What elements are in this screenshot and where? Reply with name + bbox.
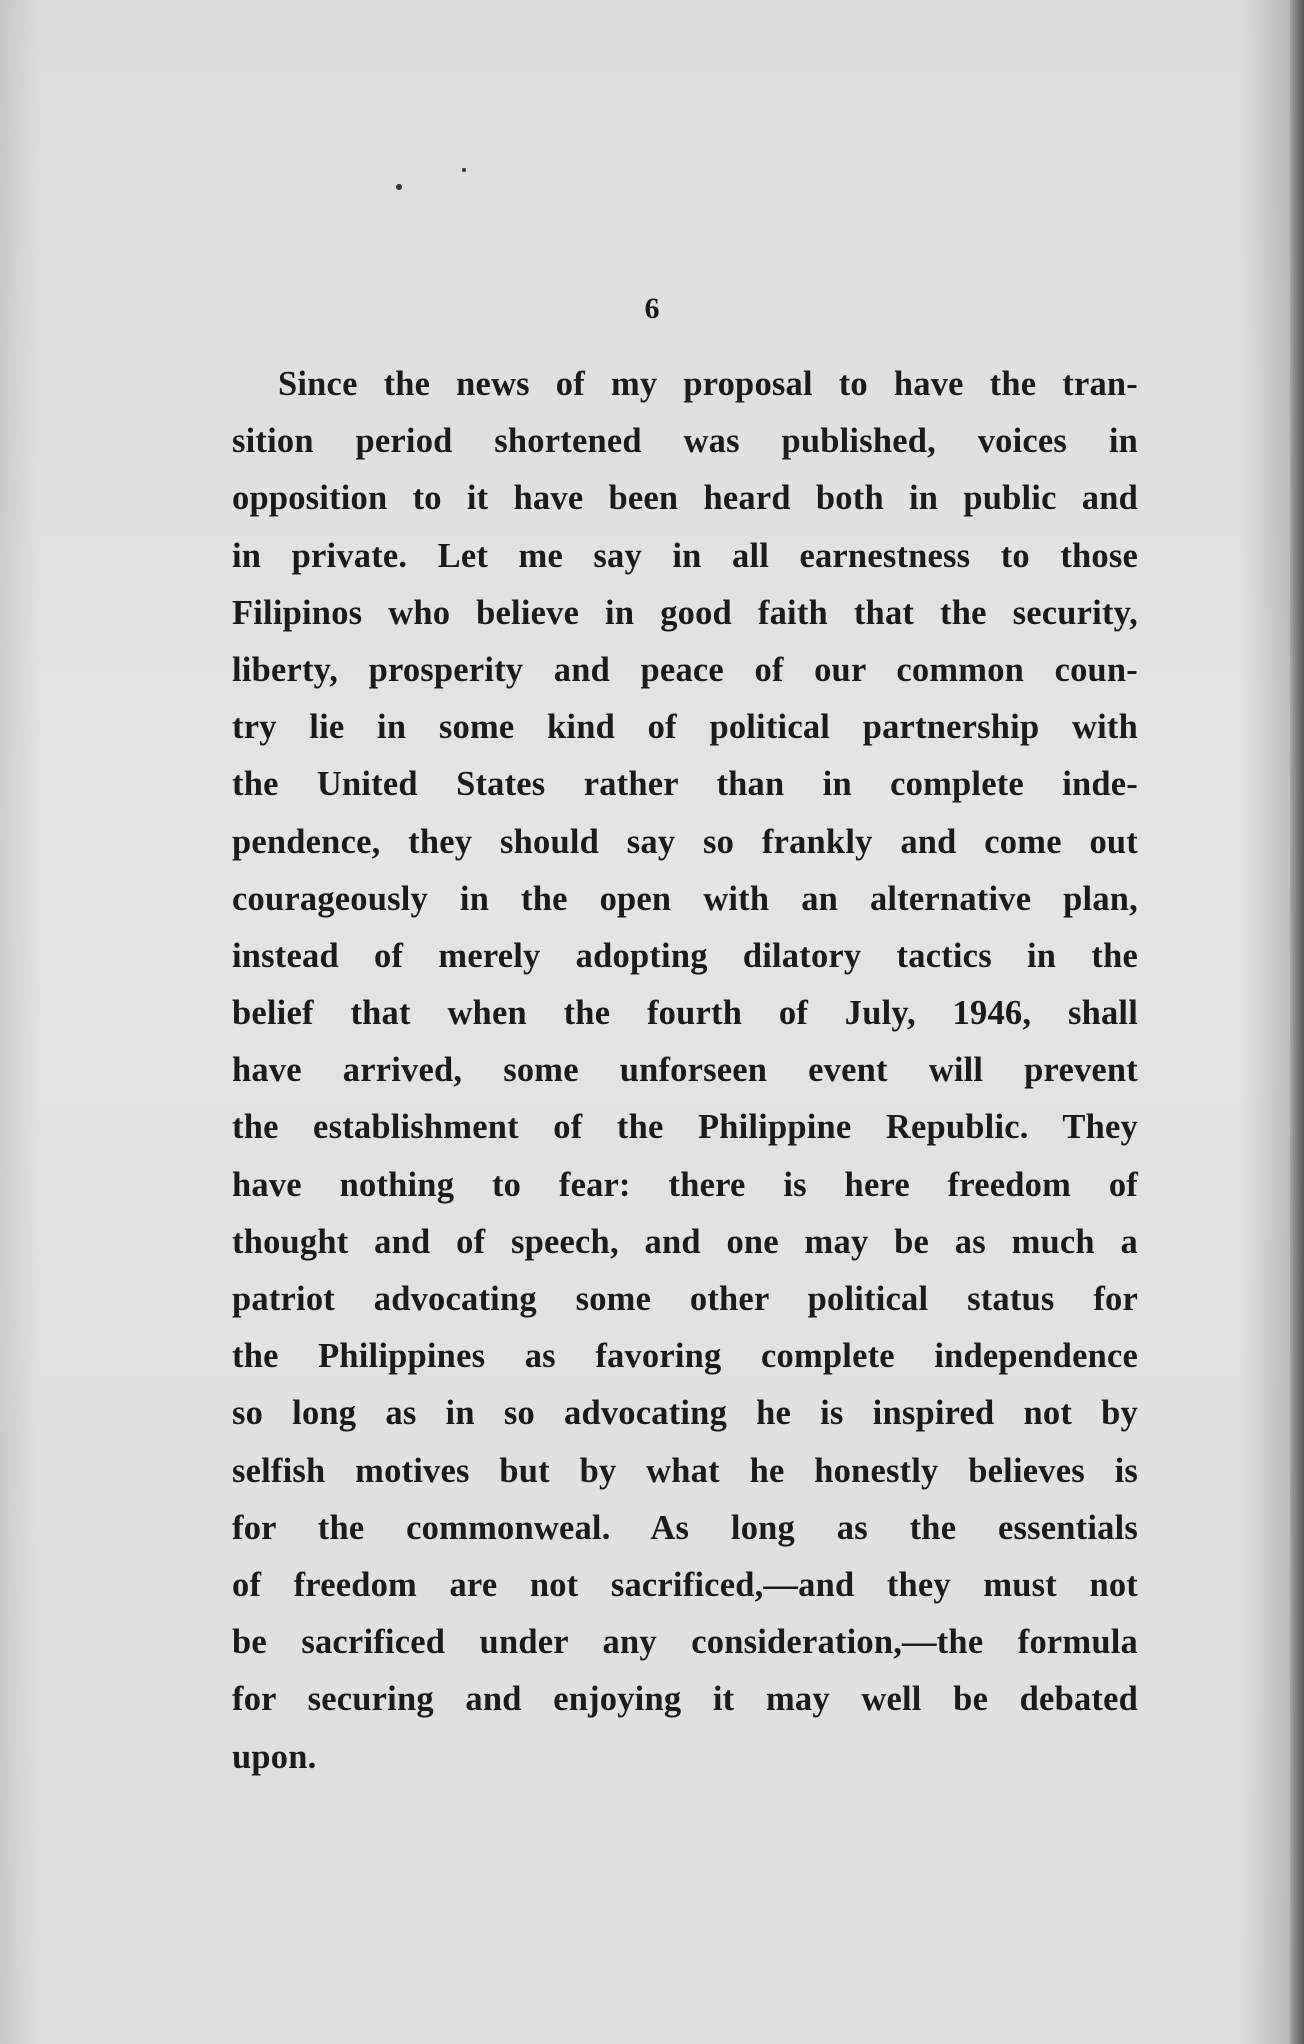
ink-speck — [396, 184, 402, 190]
text-line: pendence, they should say so frankly and come out — [232, 822, 1138, 861]
text-line: courageously in the open with an alternative plan, — [232, 879, 1138, 918]
text-line: sition period shortened was published, voices in — [232, 422, 1138, 461]
text-line: the Philippines as favoring complete independence — [232, 1337, 1138, 1376]
text-line: of freedom are not sacrificed,—and they must not — [232, 1565, 1138, 1604]
text-line: selfish motives but by what he honestly believes is — [232, 1451, 1138, 1490]
text-line: instead of merely adopting dilatory tactics in the — [232, 936, 1138, 975]
body-paragraph — [232, 356, 1138, 1786]
text-line: patriot advocating some other political status for — [232, 1280, 1138, 1318]
text-line: for the commonweal. As long as the essentials — [232, 1508, 1138, 1547]
text-line: so long as in so advocating he is inspired not by — [232, 1394, 1138, 1433]
text-line: have nothing to fear: there is here freedom of — [232, 1165, 1138, 1204]
text-line: opposition to it have been heard both in public and — [232, 479, 1138, 518]
text-line: be sacrificed under any consideration,—the formula — [232, 1623, 1138, 1662]
text-line: Since the news of my proposal to have the tran- — [278, 365, 1138, 403]
text-line: in private. Let me say in all earnestness to those — [232, 536, 1138, 575]
text-line: have arrived, some unforseen event will prevent — [232, 1051, 1138, 1090]
text-line: try lie in some kind of political partnership with — [232, 708, 1138, 747]
text-line: liberty, prosperity and peace of our common coun- — [232, 650, 1138, 689]
page-number: 6 — [644, 292, 660, 325]
text-line: upon. — [232, 1737, 317, 1776]
ink-speck — [462, 168, 466, 172]
text-line: the establishment of the Philippine Republic. They — [232, 1108, 1138, 1147]
text-line: for securing and enjoying it may well be debated — [232, 1680, 1138, 1719]
text-line: thought and of speech, and one may be as much a — [232, 1222, 1138, 1261]
text-line: belief that when the fourth of July, 1946, shall — [232, 994, 1138, 1033]
text-line: the United States rather than in complete inde- — [232, 765, 1138, 804]
text-line: Filipinos who believe in good faith that the security, — [232, 593, 1138, 632]
